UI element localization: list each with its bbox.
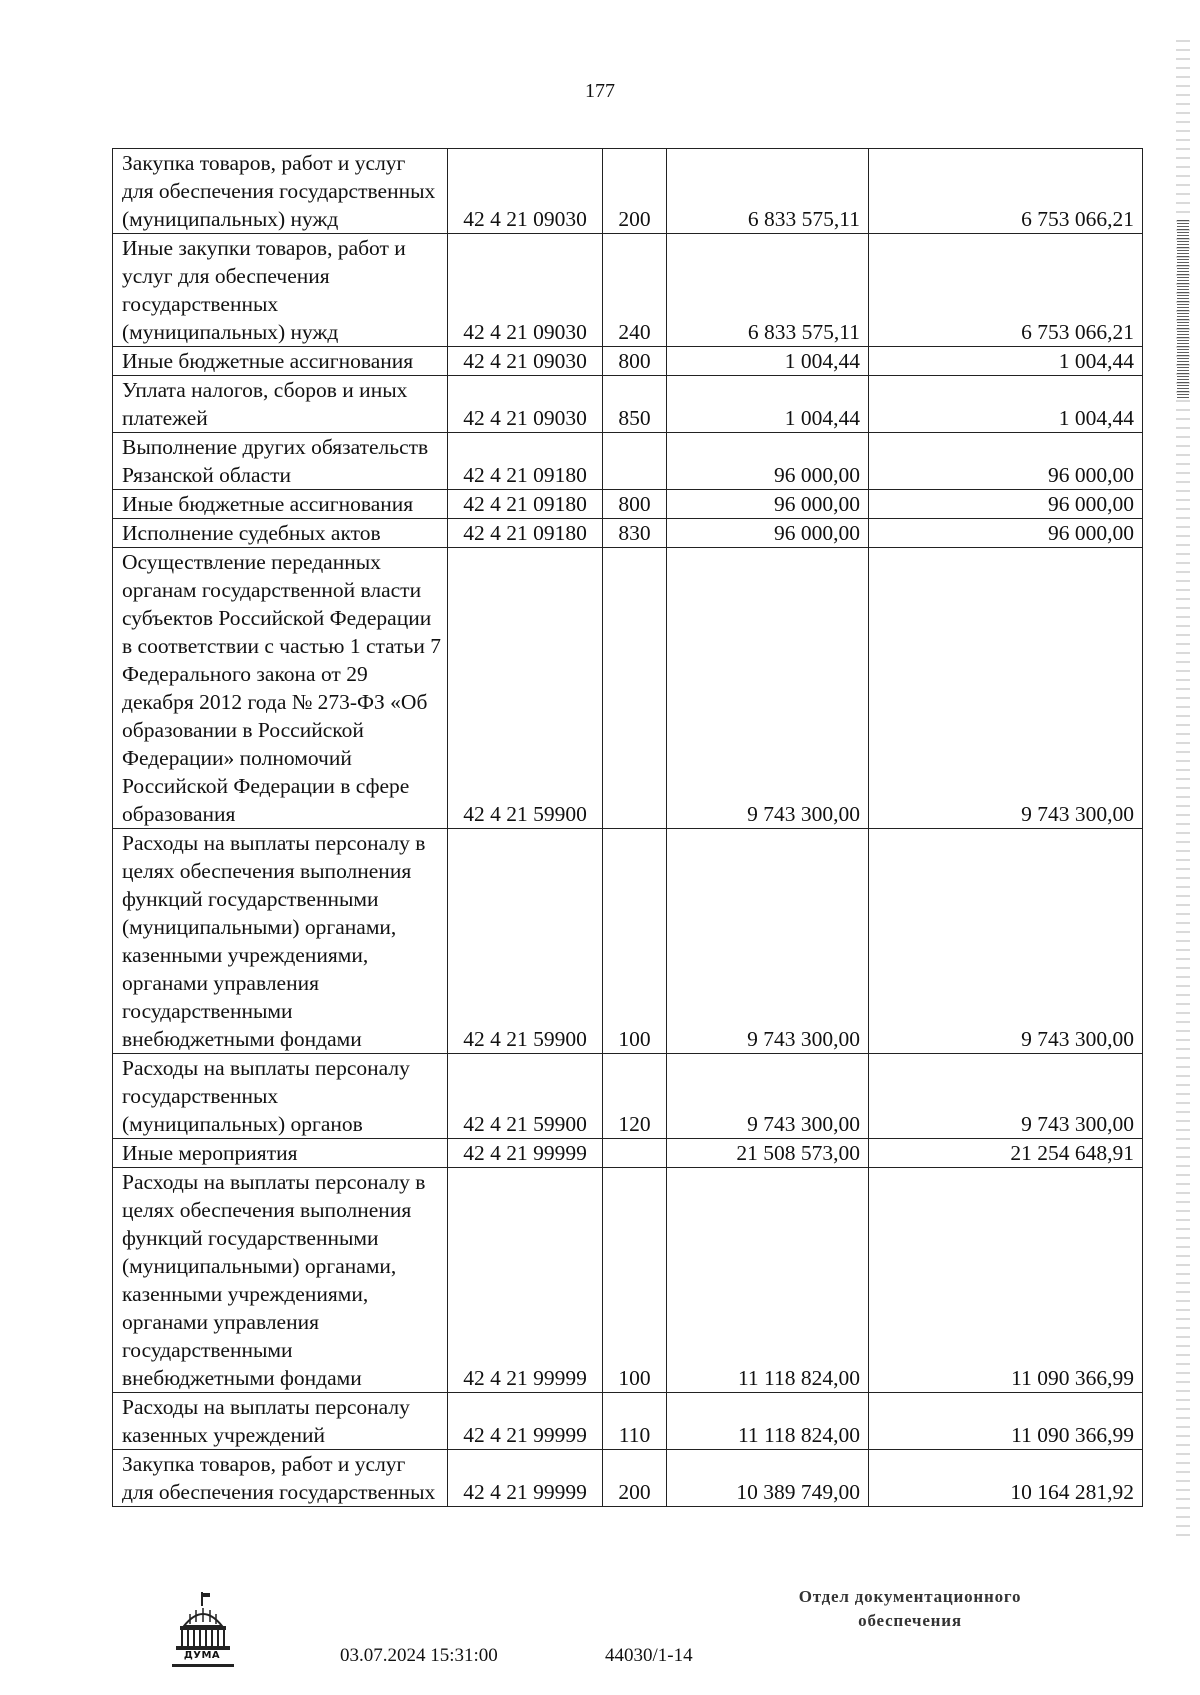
row-sum-1: 1 004,44	[667, 376, 869, 433]
row-sum-1: 1 004,44	[667, 347, 869, 376]
row-sum-1: 9 743 300,00	[667, 829, 869, 1054]
table-row	[113, 1450, 1143, 1507]
row-expense-kind: 800	[603, 490, 667, 519]
row-name: Осуществление переданных органам государственной власти субъектов Российской Федерации в соответствии с частью 1 статьи 7 Федерального закона от 29 декабря 2012 года № 273-ФЗ «Об образовании в Российской Федерации» полномочий Российской Федерации в сфере образования	[113, 548, 448, 829]
row-sum-1: 9 743 300,00	[667, 548, 869, 829]
row-expense-kind: 110	[603, 1393, 667, 1450]
footer-reference: 44030/1-14	[605, 1645, 693, 1666]
row-expense-kind: 200	[603, 1450, 667, 1507]
table-row	[113, 548, 1143, 829]
row-expense-kind	[603, 548, 667, 829]
row-name: Выполнение других обязательств Рязанской области	[113, 433, 448, 490]
row-code: 42 4 21 09030	[448, 234, 603, 347]
row-expense-kind	[603, 1139, 667, 1168]
row-code: 42 4 21 99999	[448, 1139, 603, 1168]
table-row	[113, 1054, 1143, 1139]
row-expense-kind: 830	[603, 519, 667, 548]
row-sum-2: 96 000,00	[869, 519, 1143, 548]
footer-datetime: 03.07.2024 15:31:00	[340, 1645, 498, 1666]
budget-table	[112, 148, 1143, 1507]
row-sum-2: 1 004,44	[869, 376, 1143, 433]
row-name: Уплата налогов, сборов и иных платежей	[113, 376, 448, 433]
row-name: Иные закупки товаров, работ и услуг для обеспечения государственных (муниципальных) нужд	[113, 234, 448, 347]
row-sum-2: 11 090 366,99	[869, 1393, 1143, 1450]
row-name: Иные бюджетные ассигнования	[113, 347, 448, 376]
row-sum-1: 10 389 749,00	[667, 1450, 869, 1507]
row-sum-2: 9 743 300,00	[869, 1054, 1143, 1139]
table-row	[113, 1139, 1143, 1168]
row-sum-2: 21 254 648,91	[869, 1139, 1143, 1168]
row-sum-2: 9 743 300,00	[869, 829, 1143, 1054]
row-expense-kind: 800	[603, 347, 667, 376]
row-code: 42 4 21 99999	[448, 1450, 603, 1507]
row-expense-kind: 120	[603, 1054, 667, 1139]
row-code: 42 4 21 99999	[448, 1168, 603, 1393]
row-sum-2: 11 090 366,99	[869, 1168, 1143, 1393]
row-name: Расходы на выплаты персоналу в целях обеспечения выполнения функций государственными (муниципальными) органами, казенными учреждениями, органами управления государственными внебюджетными фондами	[113, 1168, 448, 1393]
row-sum-1: 96 000,00	[667, 433, 869, 490]
row-expense-kind: 850	[603, 376, 667, 433]
row-expense-kind: 100	[603, 829, 667, 1054]
row-sum-1: 6 833 575,11	[667, 149, 869, 234]
row-sum-2: 10 164 281,92	[869, 1450, 1143, 1507]
scan-edge-marks	[1176, 40, 1190, 1540]
row-sum-2: 9 743 300,00	[869, 548, 1143, 829]
logo-caption: ДУМА	[183, 1650, 221, 1661]
table-row	[113, 519, 1143, 548]
row-sum-1: 11 118 824,00	[667, 1168, 869, 1393]
row-sum-1: 9 743 300,00	[667, 1054, 869, 1139]
table-body	[113, 149, 1143, 1507]
table-row	[113, 347, 1143, 376]
table-row	[113, 490, 1143, 519]
row-sum-1: 21 508 573,00	[667, 1139, 869, 1168]
row-code: 42 4 21 99999	[448, 1393, 603, 1450]
table-row	[113, 376, 1143, 433]
row-name: Расходы на выплаты персоналу в целях обеспечения выполнения функций государственными (муниципальными) органами, казенными учреждениями, органами управления государственными внебюджетными фондами	[113, 829, 448, 1054]
row-sum-2: 6 753 066,21	[869, 149, 1143, 234]
table-row	[113, 433, 1143, 490]
department-stamp	[760, 1585, 1060, 1633]
row-code: 42 4 21 09180	[448, 519, 603, 548]
row-name: Иные мероприятия	[113, 1139, 448, 1168]
row-expense-kind	[603, 433, 667, 490]
row-name: Закупка товаров, работ и услуг для обеспечения государственных (муниципальных) нужд	[113, 149, 448, 234]
table-row	[113, 149, 1143, 234]
row-sum-1: 11 118 824,00	[667, 1393, 869, 1450]
row-name: Закупка товаров, работ и услуг для обеспечения государственных	[113, 1450, 448, 1507]
row-name: Иные бюджетные ассигнования	[113, 490, 448, 519]
row-name: Расходы на выплаты персоналу казенных учреждений	[113, 1393, 448, 1450]
row-expense-kind: 240	[603, 234, 667, 347]
row-sum-1: 96 000,00	[667, 490, 869, 519]
row-expense-kind: 100	[603, 1168, 667, 1393]
row-name: Расходы на выплаты персоналу государственных (муниципальных) органов	[113, 1054, 448, 1139]
row-sum-2: 1 004,44	[869, 347, 1143, 376]
row-code: 42 4 21 09180	[448, 490, 603, 519]
row-sum-1: 6 833 575,11	[667, 234, 869, 347]
table-row	[113, 234, 1143, 347]
table-row	[113, 1393, 1143, 1450]
row-sum-2: 96 000,00	[869, 490, 1143, 519]
row-code: 42 4 21 59900	[448, 548, 603, 829]
page-number: 177	[585, 80, 615, 102]
row-expense-kind: 200	[603, 149, 667, 234]
row-code: 42 4 21 09030	[448, 376, 603, 433]
row-code: 42 4 21 59900	[448, 1054, 603, 1139]
row-name: Исполнение судебных актов	[113, 519, 448, 548]
row-sum-1: 96 000,00	[667, 519, 869, 548]
stamp-line-1: Отдел документационного	[798, 1587, 1022, 1606]
table-row	[113, 1168, 1143, 1393]
row-code: 42 4 21 09030	[448, 149, 603, 234]
row-code: 42 4 21 59900	[448, 829, 603, 1054]
row-code: 42 4 21 09180	[448, 433, 603, 490]
row-sum-2: 96 000,00	[869, 433, 1143, 490]
row-code: 42 4 21 09030	[448, 347, 603, 376]
stamp-line-2: обеспечения	[858, 1611, 962, 1630]
row-sum-2: 6 753 066,21	[869, 234, 1143, 347]
table-row	[113, 829, 1143, 1054]
duma-logo-icon	[168, 1590, 238, 1674]
